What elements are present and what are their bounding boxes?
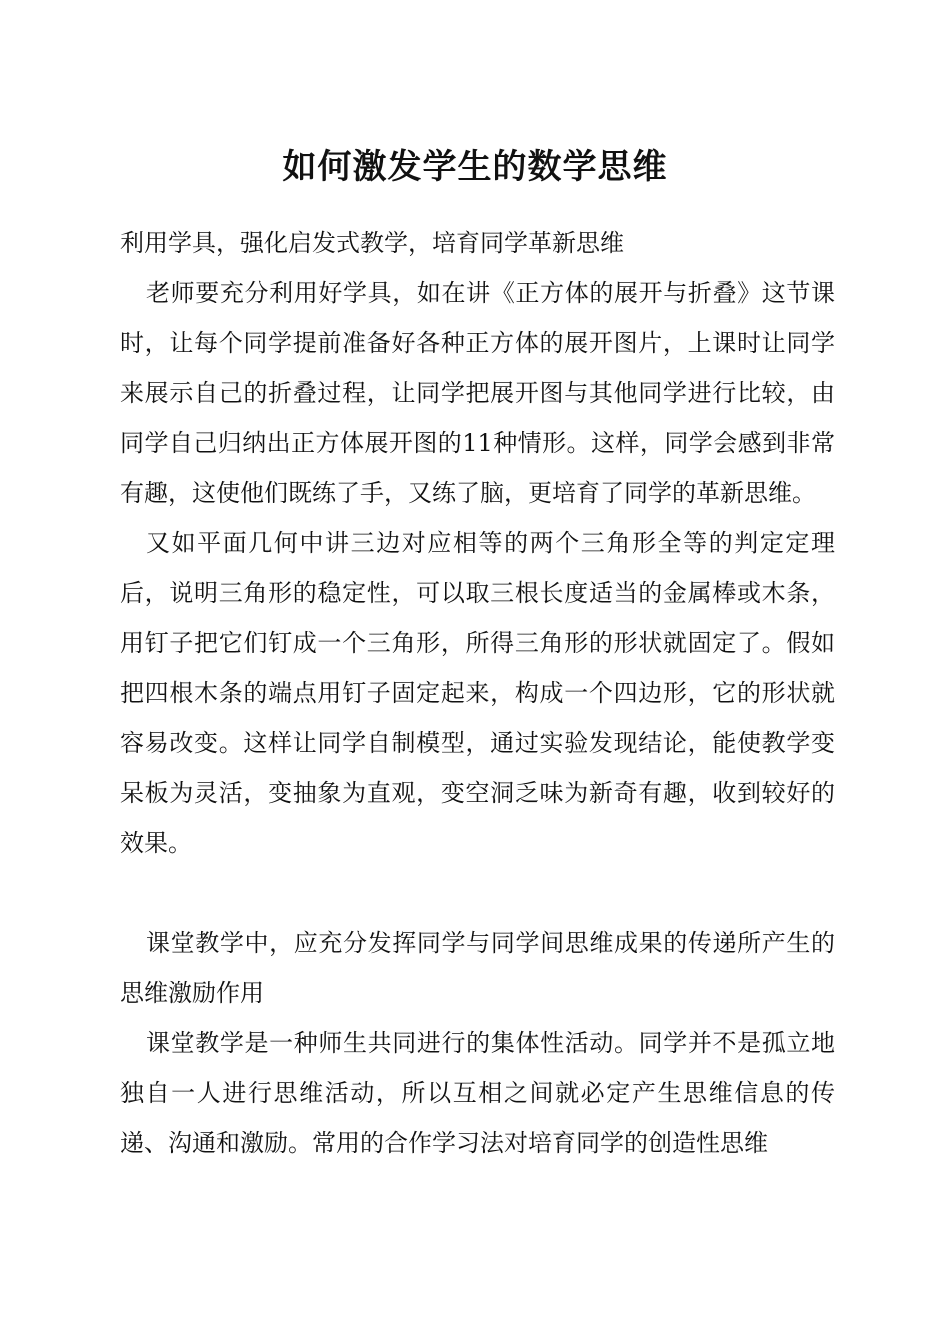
- paragraph-triangle-example: 又如平面几何中讲三边对应相等的两个三角形全等的判定定理后，说明三角形的稳定性，可以取三根长度适当的金属棒或木条，用钉子把它们钉成一个三角形，所得三角形的形状就固定了。假如把四根木条的端点用钉子固定起来，构成一个四边形，它的形状就容易改变。这样让同学自制模型，通过实验发现结论，能使教学变呆板为灵活，变抽象为直观，变空洞乏味为新奇有趣，收到较好的效果。: [120, 529, 835, 857]
- paragraph-spacer: [120, 868, 835, 918]
- document-body: [120, 218, 835, 1168]
- section-heading-classroom-teaching: 课堂教学中，应充分发挥同学与同学间思维成果的传递所产生的思维激励作用: [120, 929, 835, 1007]
- section-heading-learning-tools: 利用学具，强化启发式教学，培育同学革新思维: [120, 229, 624, 257]
- document-title: 如何激发学生的数学思维: [282, 147, 668, 187]
- paragraph-cube-example: 老师要充分利用好学具，如在讲《正方体的展开与折叠》这节课时，让每个同学提前准备好各种正方体的展开图片，上课时让同学来展示自己的折叠过程，让同学把展开图与其他同学进行比较，由同学自己归纳出正方体展开图的11种情形。这样，同学会感到非常有趣，这使他们既练了手，又练了脑，更培育了同学的革新思维。: [120, 279, 835, 507]
- paragraph-collective-activity: 课堂教学是一种师生共同进行的集体性活动。同学并不是孤立地独自一人进行思维活动，所以互相之间就必定产生思维信息的传递、沟通和激励。常用的合作学习法对培育同学的创造性思维: [120, 1029, 835, 1157]
